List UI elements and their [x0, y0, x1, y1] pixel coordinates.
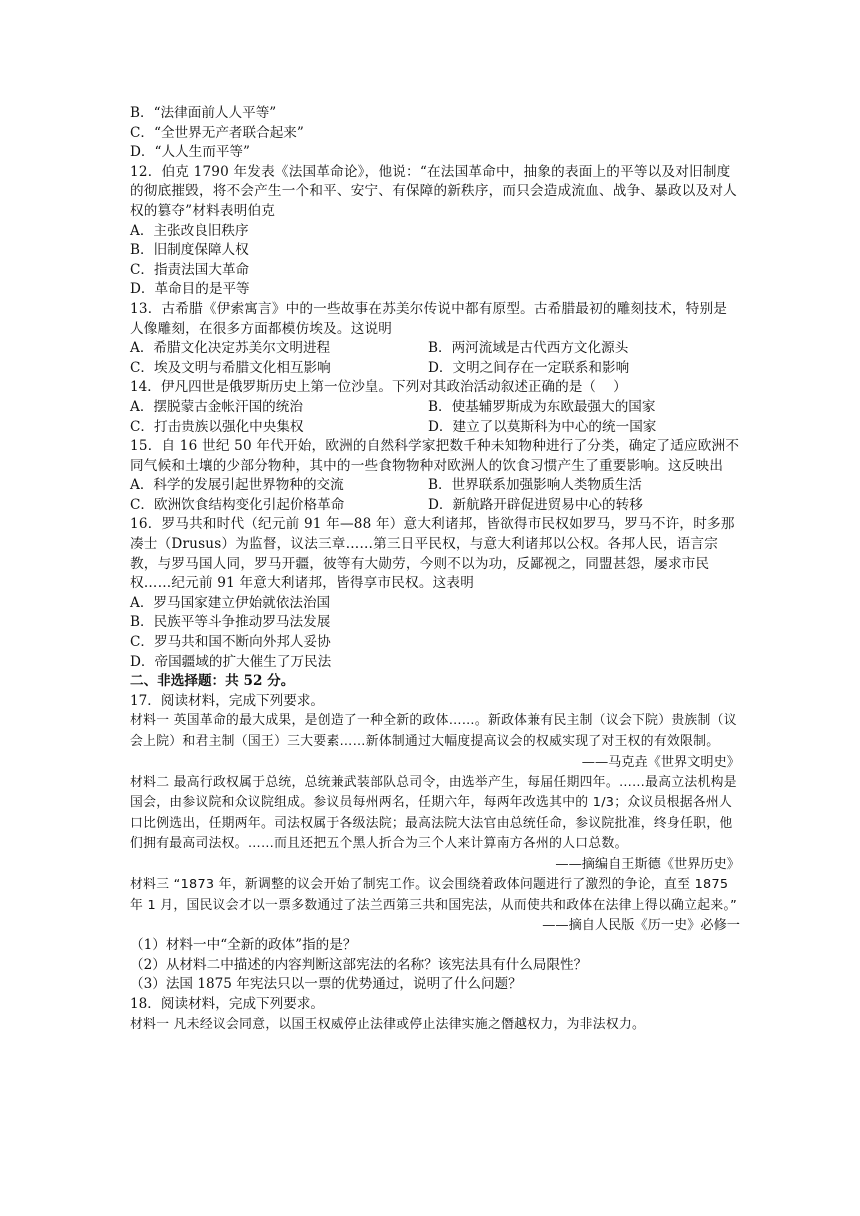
- q12-option-a: A．主张改良旧秩序: [130, 222, 249, 239]
- q16-stem: 16．罗马共和时代（纪元前 91 年—88 年）意大利诸邦，皆欲得市民权如罗马，罗马不许，时多那凑士（Drusus）为监督，议法三章……第三日平民权，与意大利诸邦以公权。各邦人民，语言宗教，与罗马国人同，罗马开疆，彼等有大勋劳，今则不以为功，反鄙视之，同盟甚怨，屡求市民权……纪元前 91 年意大利诸邦，皆得享市民权。这表明: [130, 516, 735, 592]
- q16-option-c: C．罗马共和国不断向外邦人妥协: [130, 634, 331, 651]
- q11-option-b: B．“法律面前人人平等”: [130, 105, 277, 121]
- q14-options-row-2: [130, 418, 740, 438]
- q15-option-c: C．欧洲饮食结构变化引起价格革命: [130, 496, 345, 513]
- q13-options-row-1: [130, 339, 740, 359]
- q14-option-d: D．建立了以莫斯科为中心的统一国家: [428, 418, 657, 435]
- q16-option-a: A．罗马国家建立伊始就依法治国: [130, 594, 331, 611]
- q15-options-row-2: [130, 496, 740, 516]
- q16-option-d: D．帝国疆域的扩大催生了万民法: [130, 653, 332, 670]
- section-heading: 二、非选择题：共 52 分。: [130, 673, 295, 690]
- q17-source-1: ——马克垚《世界文明史》: [581, 754, 740, 770]
- q17-source-3: ——摘自人民版《历一史》必修一: [542, 918, 740, 934]
- q13-stem: 13．古希腊《伊索寓言》中的一些故事在苏美尔传说中都有原型。古希腊最初的雕刻技术，特别是人像雕刻，在很多方面都模仿埃及。这说明: [130, 300, 728, 337]
- q13-option-d: D．文明之间存在一定联系和影响: [428, 359, 630, 376]
- q17-stem: 17．阅读材料，完成下列要求。: [130, 692, 325, 709]
- q11-option-c: C．“全世界无产者联合起来”: [130, 124, 304, 141]
- q14-option-c: C．打击贵族以强化中央集权: [130, 418, 304, 435]
- q17-material-3: 材料三 “1873 年，新调整的议会开始了制宪工作。议会围绕着政体问题进行了激烈的争论，直至 1875 年 1 月，国民议会才以一票多数通过了法兰西第三共和国宪法，从而使共和政体在法律上得以确立起来。”: [130, 876, 738, 913]
- q13-option-a: A．希腊文化决定苏美尔文明进程: [130, 340, 331, 357]
- q14-option-b: B．使基辅罗斯成为东欧最强大的国家: [428, 398, 656, 415]
- q16-option-b: B．民族平等斗争推动罗马法发展: [130, 614, 331, 631]
- q12-stem: 12．伯克 1790 年发表《法国革命论》，他说：“在法国革命中，抽象的表面上的平等以及对旧制度的彻底摧毁，将不会产生一个和平、安宁、有保障的新秩序，而只会造成流血、战争、暴政以及对人权的篡夺”材料表明伯克: [130, 163, 737, 219]
- q17-question-3: （3）法国 1875 年宪法只以一票的优势通过，说明了什么问题？: [130, 976, 522, 993]
- q17-material-2: 材料二 最高行政权属于总统，总统兼武装部队总司令，由选举产生，每届任期四年。……最高立法机构是国会，由参议院和众议院组成。参议员每州两名，任期六年，每两年改选其中的 1/3；众议员根据各州人口比例选出，任期两年。司法权属于各级法院；最高法院大法官由总统任命，参议院批准，终身任职，他们拥有最高司法权。……而且还把五个黑人折合为三个人来计算南方各州的人口总数。: [130, 774, 737, 852]
- q12-option-d: D．革命目的是平等: [130, 281, 250, 298]
- q12-option-c: C．指责法国大革命: [130, 261, 250, 278]
- q13-option-c: C．埃及文明与希腊文化相互影响: [130, 359, 331, 376]
- q17-question-1: （1）材料一中“全新的政体”指的是？: [130, 937, 357, 954]
- q17-source-2: ——摘编自王斯德《世界历史》: [555, 856, 740, 872]
- q11-option-d: D．“人人生而平等”: [130, 144, 250, 161]
- q15-option-d: D．新航路开辟促进贸易中心的转移: [428, 496, 643, 513]
- q12-option-b: B．旧制度保障人权: [130, 242, 249, 259]
- q15-stem: 15．自 16 世纪 50 年代开始，欧洲的自然科学家把数千种未知物种进行了分类，确定了适应欧洲不同气候和土壤的少部分物种，其中的一些食物物种对欧洲人的饮食习惯产生了重要影响。这反映出: [130, 438, 740, 474]
- q14-options-row-1: [130, 398, 740, 418]
- q17-material-1: 材料一 英国革命的最大成果，是创造了一种全新的政体……。新政体兼有民主制（议会下院）贵族制（议会上院）和君主制（国王）三大要素……新体制通过大幅度提高议会的权威实现了对王权的有效限制。: [130, 713, 737, 749]
- q15-options-row-1: [130, 476, 740, 496]
- q15-option-a: A．科学的发展引起世界物种的交流: [130, 477, 344, 494]
- q15-option-b: B．世界联系加强影响人类物质生活: [428, 477, 642, 494]
- q13-option-b: B．两河流域是古代西方文化源头: [428, 340, 629, 357]
- q14-stem: 14．伊凡四世是俄罗斯历史上第一位沙皇。下列对其政治活动叙述正确的是（ ）: [130, 379, 627, 396]
- q18-material-1: 材料一 凡未经议会同意，以国王权威停止法律或停止法律实施之僭越权力，为非法权力。: [130, 1016, 646, 1032]
- exam-content: [130, 104, 740, 1035]
- q17-question-2: （2）从材料二中描述的内容判断这部宪法的名称？该宪法具有什么局限性？: [130, 956, 588, 973]
- q13-options-row-2: [130, 359, 740, 379]
- q14-option-a: A．摆脱蒙古金帐汗国的统治: [130, 398, 303, 415]
- q18-stem: 18．阅读材料，完成下列要求。: [130, 995, 325, 1012]
